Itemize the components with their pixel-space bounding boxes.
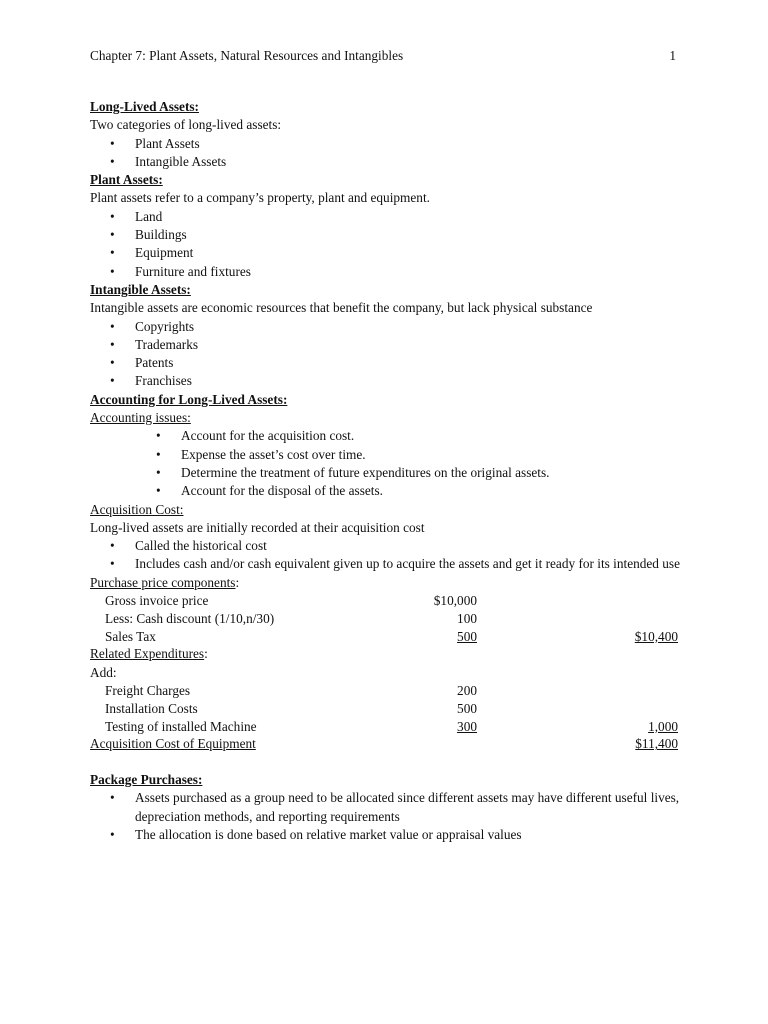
page-header	[90, 47, 676, 65]
table-row	[90, 718, 680, 736]
purchase-price-label-line	[90, 574, 680, 592]
related-expenditures-label-line	[90, 645, 680, 663]
heading-package-purchases: Package Purchases:	[90, 772, 203, 788]
list-item: • Trademarks	[90, 336, 680, 354]
list-item: • Plant Assets	[90, 135, 680, 153]
accounting-issues-list	[90, 427, 680, 500]
table-row	[90, 700, 680, 718]
acquisition-cost-label: Acquisition Cost:	[90, 501, 184, 517]
list-item: • Intangible Assets	[90, 153, 680, 171]
list-item: • Franchises	[90, 372, 680, 390]
table-row	[90, 628, 680, 646]
row-subtotal: $10,400	[634, 628, 678, 644]
long-lived-list	[90, 135, 680, 172]
list-item: • Expense the asset’s cost over time.	[90, 446, 680, 464]
row-amount: 100	[457, 610, 477, 626]
list-item: • Equipment	[90, 244, 680, 262]
package-list	[90, 789, 680, 844]
acquisition-cost-intro: Long-lived assets are initially recorded at their acquisition cost	[90, 519, 425, 535]
row-label: Testing of installed Machine	[105, 718, 257, 734]
related-add-label: Add:	[90, 664, 117, 680]
spacer	[90, 753, 680, 771]
table-row	[90, 682, 680, 700]
row-amount: $10,000	[433, 593, 477, 609]
heading-long-lived-assets: Long-Lived Assets:	[90, 99, 199, 114]
total-label: Acquisition Cost of Equipment	[90, 736, 256, 752]
list-item: • Determine the treatment of future expenditures on the original assets.	[90, 464, 680, 482]
row-label: Sales Tax	[105, 628, 156, 644]
document-body	[90, 98, 680, 844]
heading-accounting: Accounting for Long-Lived Assets:	[90, 391, 288, 407]
list-item: • Account for the acquisition cost.	[90, 427, 680, 445]
list-item: • Buildings	[90, 226, 680, 244]
list-item: • Includes cash and/or cash equivalent given up to acquire the assets and get it ready for its intended use	[90, 555, 680, 573]
row-amount: 200	[457, 683, 477, 698]
row-label: Freight Charges	[105, 683, 191, 698]
list-item: • Copyrights	[90, 318, 680, 336]
related-expenditures-colon: :	[204, 646, 208, 662]
acquisition-cost-list	[90, 537, 680, 574]
list-item: • Land	[90, 208, 680, 226]
list-item: • Patents	[90, 354, 680, 372]
list-item: • Furniture and fixtures	[90, 263, 680, 281]
row-subtotal: 1,000	[648, 718, 678, 734]
total-value: $11,400	[635, 736, 678, 752]
purchase-price-colon: :	[235, 574, 240, 590]
row-label: Gross invoice price	[105, 593, 209, 609]
heading-intangible-assets: Intangible Assets:	[90, 281, 191, 297]
row-label: Installation Costs	[105, 700, 198, 716]
row-amount: 500	[457, 628, 477, 644]
page-number: 1	[669, 48, 676, 63]
header-title: Chapter 7: Plant Assets, Natural Resources and Intangibles	[90, 48, 404, 63]
list-item: • Account for the disposal of the assets.	[90, 482, 680, 500]
related-expenditures-label: Related Expenditures	[90, 646, 205, 662]
heading-plant-assets: Plant Assets:	[90, 172, 163, 188]
intangible-list	[90, 318, 680, 391]
table-row	[90, 592, 680, 610]
list-item: • Called the historical cost	[90, 537, 680, 555]
row-amount: 500	[457, 700, 477, 716]
table-row-total	[90, 735, 680, 753]
long-lived-intro: Two categories of long-lived assets:	[90, 117, 282, 133]
accounting-issues-label: Accounting issues:	[90, 410, 191, 426]
plant-intro: Plant assets refer to a company’s property, plant and equipment.	[90, 190, 430, 206]
plant-list	[90, 208, 680, 281]
list-item: • The allocation is done based on relative market value or appraisal values	[90, 826, 680, 844]
purchase-price-label: Purchase price components	[90, 574, 236, 590]
row-label: Less: Cash discount (1/10,n/30)	[105, 610, 275, 626]
intangible-intro: Intangible assets are economic resources that benefit the company, but lack physical substance	[90, 300, 593, 316]
list-item: • Assets purchased as a group need to be allocated since different assets may have different useful lives, depreciation methods, and reporting requirements	[90, 789, 680, 826]
table-row	[90, 610, 680, 628]
row-amount: 300	[457, 718, 477, 734]
